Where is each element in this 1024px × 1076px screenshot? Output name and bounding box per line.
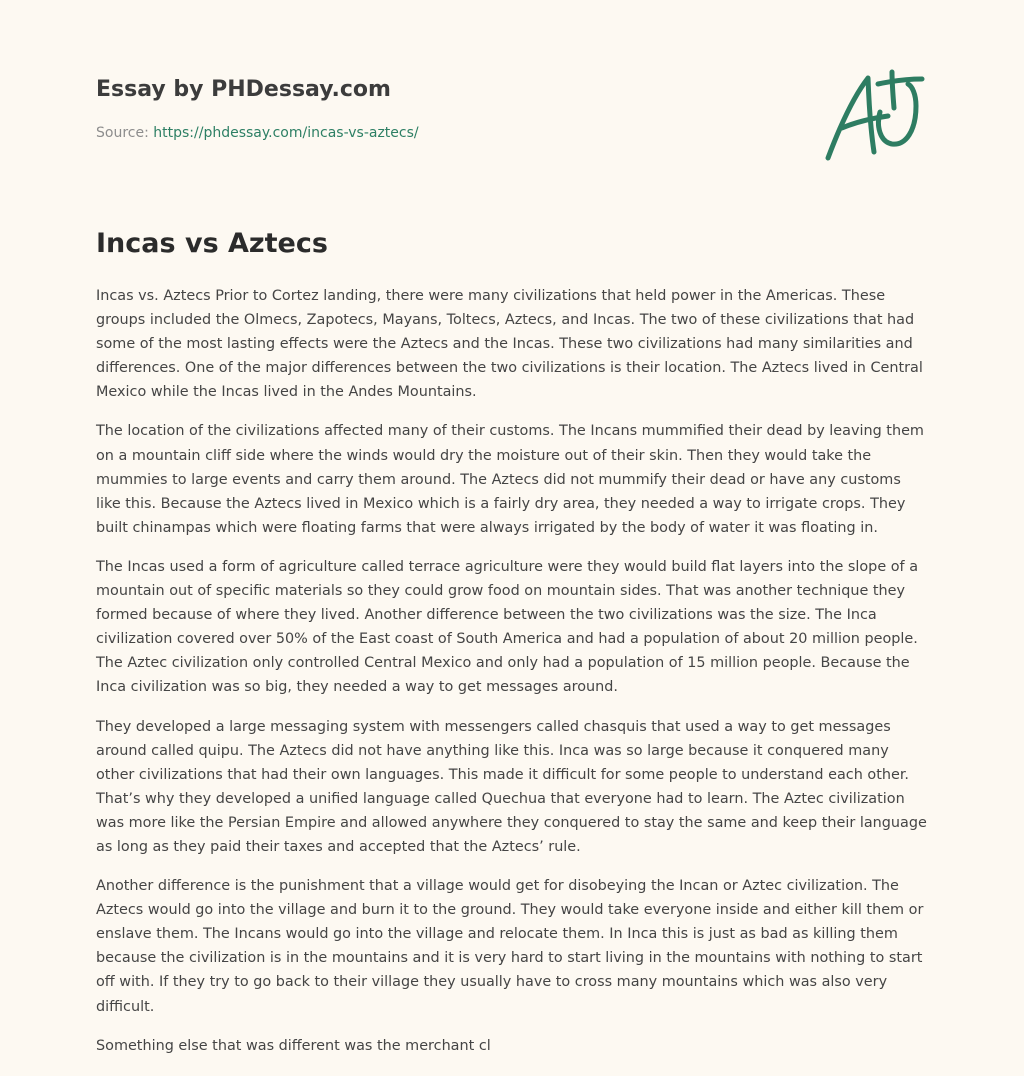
- source-label: Source:: [96, 125, 154, 141]
- source-line: [96, 123, 419, 143]
- source-link[interactable]: https://phdessay.com/incas-vs-aztecs/: [153, 125, 419, 141]
- essay-paragraph: Another difference is the punishment that a village would get for disobeying the Incan or Aztec civilization. The Aztecs would go into the village and burn it to the ground. They would take everyone inside and either kill them or enslave them. The Incans would go into the village and relocate them. In Inca this is just as bad as killing them because the civilization is in the mountains and it is very hard to start living in the mountains with nothing to start off with. If they try to go back to their village they usually have to cross many mountains which was also very difficult.: [96, 878, 924, 1015]
- essay-body: [96, 284, 930, 1073]
- a-plus-logo: [822, 66, 932, 166]
- essay-paragraph: The Incas used a form of agriculture called terrace agriculture were they would build flat layers into the slope of a mountain out of specific materials so they could grow food on mountain sides. That was another technique they formed because of where they lived. Another difference between the two civilizations was the size. The Inca civilization covered over 50% of the East coast of South America and had a population of about 20 million people. The Aztec civilization only controlled Central Mexico and only had a population of 15 million people. Because the Inca civilization was so big, they needed a way to get messages around.: [96, 558, 919, 696]
- essay-title: Incas vs Aztecs: [96, 228, 328, 259]
- site-title: Essay by PHDessay.com: [96, 77, 391, 102]
- a-plus-logo-icon: [822, 66, 932, 166]
- essay-paragraph: Incas vs. Aztecs Prior to Cortez landing, there were many civilizations that held power in the Americas. These groups included the Olmecs, Zapotecs, Mayans, Toltecs, Aztecs, and Incas. The two of these civilizations that had some of the most lasting effects were the Aztecs and the Incas. These two civilizations had many similarities and differences. One of the major differences between the two civilizations is their location. The Aztecs lived in Central Mexico while the Incas lived in the Andes Mountains.: [96, 288, 923, 401]
- essay-paragraph: The location of the civilizations affected many of their customs. The Incans mummified their dead by leaving them on a mountain cliff side where the winds would dry the moisture out of their skin. Then they would take the mummies to large events and carry them around. The Aztecs did not mummify their dead or have any customs like this. Because the Aztecs lived in Mexico which is a fairly dry area, they needed a way to irrigate crops. They built chinampas which were floating farms that were always irrigated by the body of water it was floating in.: [96, 423, 924, 536]
- essay-paragraph: Something else that was different was the merchant cl: [96, 1037, 491, 1054]
- essay-paragraph: They developed a large messaging system with messengers called chasquis that used a way to get messages around called quipu. The Aztecs did not have anything like this. Inca was so large because it conquered many other civilizations that had their own languages. This made it difficult for some people to understand each other. That’s why they developed a unified language called Quechua that everyone had to learn. The Aztec civilization was more like the Persian Empire and allowed anywhere they conquered to stay the same and keep their language as long as they paid their taxes and accepted that the Aztecs’ rule.: [96, 718, 927, 855]
